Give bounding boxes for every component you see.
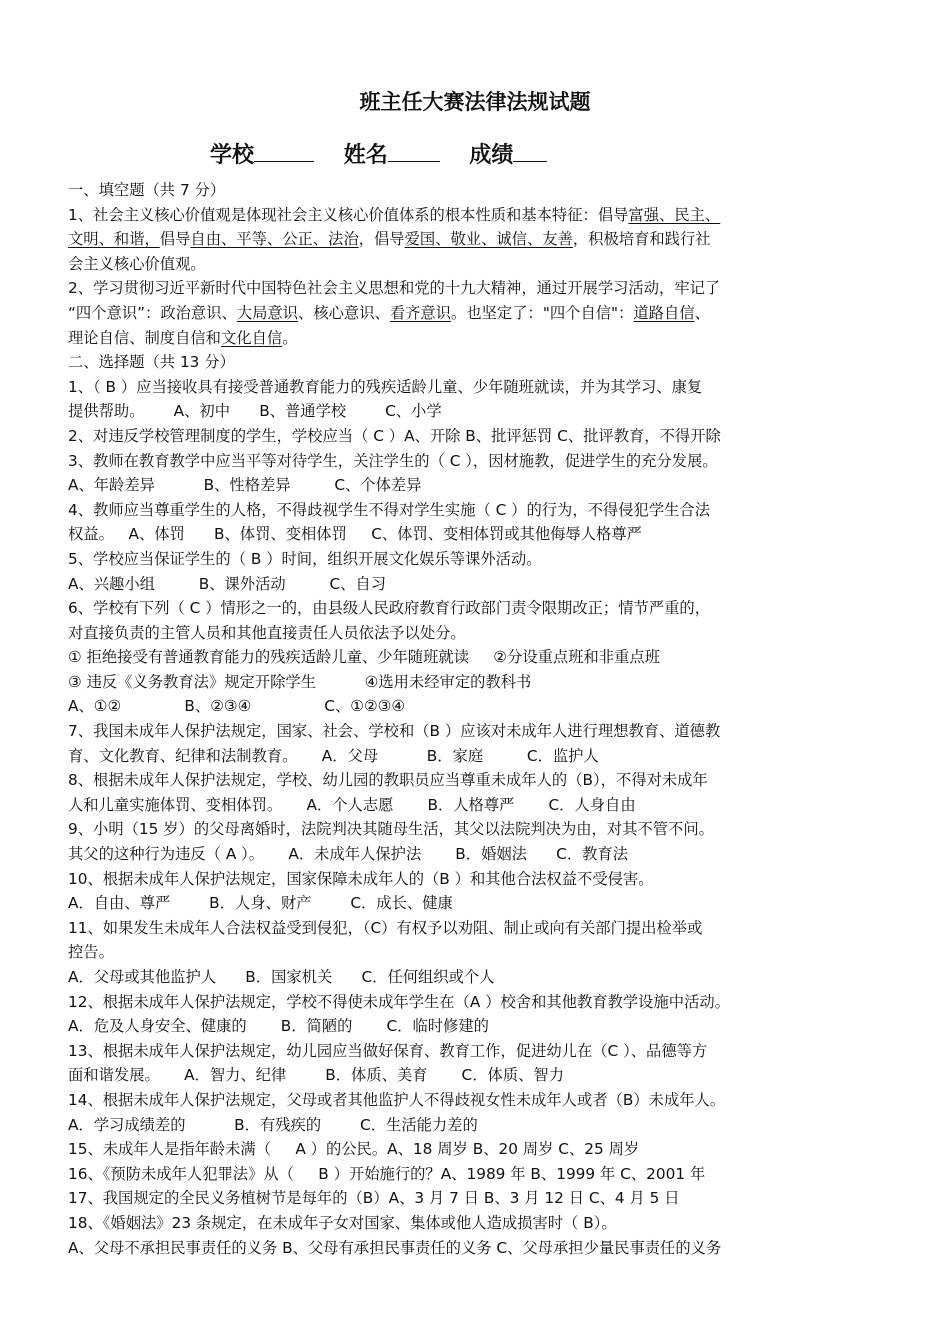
text-segment: 对直接负责的主管人员和其他直接责任人员依法予以处分。 <box>68 623 466 642</box>
answer-underlined: 看齐意识 <box>389 303 452 322</box>
text-line <box>68 424 886 449</box>
text-segment: 13、根据未成年人保护法规定，幼儿园应当做好保育、教育工作，促进幼儿在（C ）、品德等方 <box>68 1041 708 1060</box>
text-line <box>68 1137 886 1162</box>
text-line <box>68 498 886 523</box>
text-segment: 提供帮助。 A、初中 B、普通学校 C、小学 <box>68 402 442 421</box>
text-line <box>68 891 886 916</box>
text-line <box>68 1162 886 1187</box>
text-segment: 1、社会主义核心价值观是体现社会主义核心价值体系的根本性质和基本特征：倡导 <box>68 205 629 224</box>
text-segment: 2、对违反学校管理制度的学生，学校应当（ C ）A、开除 B、批评惩罚 C、批评教育，不得开除 <box>68 426 721 445</box>
text-segment: 、核心意识、 <box>298 303 390 322</box>
text-segment: 育、文化教育、纪律和法制教育。 A．父母 B．家庭 C．监护人 <box>68 746 599 765</box>
name-label: 姓名 <box>343 142 388 168</box>
text-line <box>68 965 886 990</box>
text-line <box>68 645 886 670</box>
answer-underlined: 大局意识 <box>236 303 299 322</box>
text-segment: 面和谐发展。 A．智力、纪律 B．体质、美育 C．体质、智力 <box>68 1066 565 1085</box>
text-line <box>68 1039 886 1064</box>
text-segment: 人和儿童实施体罚、变相体罚。 A．个人志愿 B．人格尊严 C．人身自由 <box>68 795 636 814</box>
answer-underlined: 自由、平等、公正、法治 <box>190 230 359 249</box>
text-line <box>68 399 886 424</box>
text-line <box>68 547 886 572</box>
text-line <box>68 596 886 621</box>
text-segment: “四个意识”：政治意识、 <box>68 303 237 322</box>
text-segment: 16、《预防未成年人犯罪法》从（ B ）开始施行的？A、1989 年 B、1999 年 C、2001 年 <box>68 1164 706 1183</box>
text-line <box>68 621 886 646</box>
text-line <box>68 301 886 326</box>
page-title: 班主任大赛法律法规试题 <box>359 89 591 114</box>
text-segment: A．危及人身安全、健康的 B．简陋的 C．临时修建的 <box>68 1017 489 1036</box>
text-segment: 7、我国未成年人保护法规定，国家、社会、学校和（B ）应该对未成年人进行理想教育、道德教 <box>68 722 721 741</box>
text-segment: 10、根据未成年人保护法规定，国家保障未成年人的（B ）和其他合法权益不受侵害。 <box>68 869 654 888</box>
text-line <box>68 326 886 351</box>
text-line <box>68 817 886 842</box>
text-segment: A．学习成绩差的 B．有残疾的 C．生活能力差的 <box>68 1115 478 1134</box>
answer-underlined: 文明、和谐， <box>68 230 160 249</box>
text-line <box>68 1014 886 1039</box>
name-blank[interactable] <box>388 141 440 162</box>
text-line <box>68 768 886 793</box>
text-segment: A、父母不承担民事责任的义务 B、父母有承担民事责任的义务 C、父母承担少量民事责任的义务 <box>68 1238 722 1257</box>
text-line <box>68 793 886 818</box>
text-line <box>68 252 886 277</box>
text-line <box>68 867 886 892</box>
text-segment: 11、如果发生未成年人合法权益受到侵犯，（C）有权予以劝阻、制止或向有关部门提出检举或 <box>68 918 703 937</box>
school-label: 学校 <box>210 142 255 168</box>
text-segment: 一、填空题（共 7 分） <box>68 181 226 199</box>
text-segment: 、 <box>694 303 710 322</box>
text-line <box>68 449 886 474</box>
text-line <box>68 1063 886 1088</box>
school-blank[interactable] <box>254 141 314 162</box>
text-line <box>68 350 886 375</box>
question-body <box>68 178 886 1260</box>
text-segment: 6、学校有下列（ C ）情形之一的，由县级人民政府教育行政部门责令限期改正；情节严重的， <box>68 599 711 618</box>
answer-underlined: 道路自信 <box>633 303 695 322</box>
text-line <box>68 1211 886 1236</box>
text-segment: 14、根据未成年人保护法规定，父母或者其他监护人不得歧视女性未成年人或者（B）未成年人。 <box>68 1090 726 1109</box>
text-line <box>68 227 886 252</box>
answer-underlined: 文化自信 <box>220 328 283 347</box>
text-line <box>68 572 886 597</box>
text-line <box>68 473 886 498</box>
score-label: 成绩 <box>469 142 514 168</box>
text-segment: 。 <box>282 328 298 347</box>
text-line <box>68 842 886 867</box>
text-segment: 其父的这种行为违反（ A ）。 A．未成年人保护法 B．婚姻法 C．教育法 <box>68 845 629 864</box>
text-line <box>68 276 886 301</box>
text-segment: 4、教师应当尊重学生的人格，不得歧视学生不得对学生实施（ C ）的行为，不得侵犯学生合法 <box>68 500 711 519</box>
text-segment: 2、学习贯彻习近平新时代中国特色社会主义思想和党的十九大精神，通过开展学习活动，牢记了 <box>68 279 721 298</box>
text-line <box>68 744 886 769</box>
text-line <box>68 203 886 228</box>
text-line <box>68 1113 886 1138</box>
text-segment: 9、小明（15 岁）的父母离婚时，法院判决其随母生活，其父以法院判决为由，对其不管不问。 <box>68 820 714 839</box>
text-segment: 18、《婚姻法》23 条规定，在未成年子女对国家、集体或他人造成损害时（ B）。 <box>68 1213 617 1232</box>
text-segment: 控告。 <box>68 943 114 962</box>
text-segment: 1、（ B ）应当接收具有接受普通教育能力的残疾适龄儿童、少年随班就读，并为其学习、康复 <box>68 377 703 396</box>
answer-underlined: 爱国、敬业、诚信、友善 <box>404 230 573 249</box>
text-line <box>68 375 886 400</box>
text-segment: ，倡导 <box>358 230 405 249</box>
text-segment: A、年龄差异 B、性格差异 C、个体差异 <box>68 476 422 495</box>
text-line <box>68 916 886 941</box>
answer-underlined: 富强、民主、 <box>628 205 721 224</box>
text-segment: A．父母或其他监护人 B．国家机关 C．任何组织或个人 <box>68 968 495 986</box>
text-segment: ③ 违反《义务教育法》规定开除学生 ④选用未经审定的教科书 <box>68 672 532 691</box>
student-info-row <box>210 138 547 169</box>
text-segment: A．自由、尊严 B．人身、财产 C．成长、健康 <box>68 894 453 913</box>
text-segment: 权益。 A、体罚 B、体罚、变相体罚 C、体罚、变相体罚或其他侮辱人格尊严 <box>68 525 642 544</box>
text-segment: 。也坚定了："四个自信"： <box>451 303 634 322</box>
text-line <box>68 1236 886 1261</box>
text-line <box>68 670 886 695</box>
text-line <box>68 694 886 719</box>
text-segment: ① 拒绝接受有普通教育能力的残疾适龄儿童、少年随班就读 ②分设重点班和非重点班 <box>68 648 660 667</box>
text-segment: 二、选择题（共 13 分） <box>68 353 235 372</box>
text-segment: ，积极培育和践行社 <box>572 230 711 249</box>
text-line <box>68 940 886 965</box>
text-segment: 会主义核心价值观。 <box>68 254 206 273</box>
text-line <box>68 1088 886 1113</box>
text-segment: 8、根据未成年人保护法规定，学校、幼儿园的教职员应当尊重未成年人的（B），不得对未成年 <box>68 771 708 790</box>
text-segment: 15、未成年人是指年龄未满（ A ）的公民。A、18 周岁 B、20 周岁 C、25 周岁 <box>68 1140 640 1159</box>
text-segment: A、①② B、②③④ C、①②③④ <box>68 697 406 716</box>
text-segment: 3、教师在教育教学中应当平等对待学生，关注学生的（ C ），因材施教，促进学生的充分发展。 <box>68 451 718 470</box>
text-line <box>68 990 886 1015</box>
text-segment: 12、根据未成年人保护法规定，学校不得使未成年学生在（A ）校舍和其他教育教学设施中活动。 <box>68 992 730 1011</box>
text-line <box>68 522 886 547</box>
text-segment: 17、我国规定的全民义务植树节是每年的（B）A、3 月 7 日 B、3 月 12 日 C、4 月 5 日 <box>68 1189 680 1208</box>
score-blank[interactable] <box>513 141 547 162</box>
text-segment: 倡导 <box>159 230 191 249</box>
text-line <box>68 719 886 744</box>
text-segment: A、兴趣小组 B、课外活动 C、自习 <box>68 574 387 593</box>
text-segment: 5、学校应当保证学生的（ B ）时间，组织开展文化娱乐等课外活动。 <box>68 549 542 568</box>
text-line <box>68 1186 886 1211</box>
text-line <box>68 178 886 203</box>
text-segment: 理论自信、制度自信和 <box>68 328 221 347</box>
